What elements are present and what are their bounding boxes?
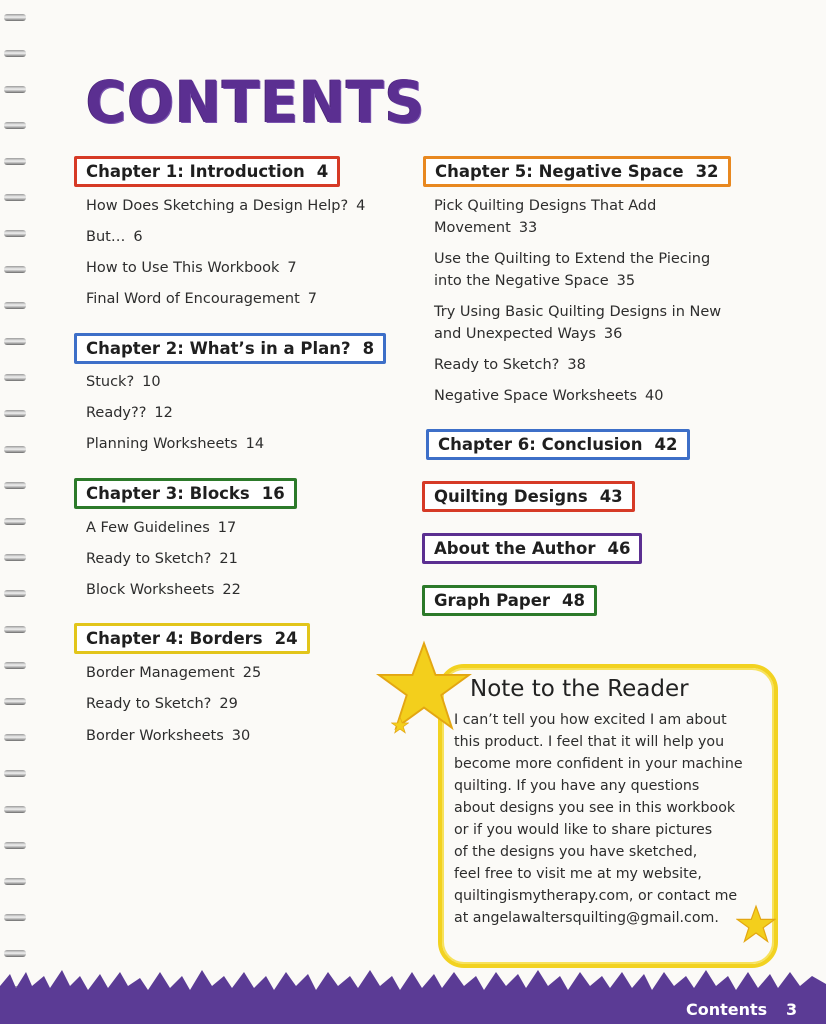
chapter-1-heading[interactable] bbox=[74, 156, 340, 187]
spiral-ring bbox=[4, 482, 26, 489]
quilting-designs-page: 43 bbox=[599, 487, 623, 506]
spiral-ring bbox=[4, 338, 26, 345]
toc-item-page: 40 bbox=[645, 388, 664, 404]
toc-item-page: 4 bbox=[356, 198, 366, 214]
toc-item-page: 12 bbox=[154, 405, 173, 421]
spiral-binding bbox=[0, 0, 30, 1024]
toc-item-label: Ready to Sketch? bbox=[86, 696, 212, 712]
chapter-2-page: 8 bbox=[362, 339, 375, 358]
toc-item-page: 35 bbox=[616, 273, 636, 289]
toc-item-label: into the Negative Space bbox=[434, 273, 609, 289]
about-author-heading[interactable] bbox=[422, 533, 642, 564]
spiral-ring bbox=[4, 50, 26, 57]
spiral-ring bbox=[4, 914, 26, 921]
toc-item-label: Stuck? bbox=[86, 374, 135, 390]
spiral-ring bbox=[4, 446, 26, 453]
footer-page-number: 3 bbox=[786, 1000, 798, 1019]
graph-paper-label: Graph Paper bbox=[434, 591, 551, 610]
toc-item[interactable] bbox=[86, 226, 143, 248]
chapter-3-heading[interactable] bbox=[74, 478, 297, 509]
spiral-ring bbox=[4, 698, 26, 705]
spiral-ring bbox=[4, 86, 26, 93]
note-line: about designs you see in this workbook bbox=[454, 800, 736, 816]
toc-item-label: Border Management bbox=[86, 665, 235, 681]
chapter-3-label: Chapter 3: Blocks bbox=[86, 484, 250, 503]
chapter-5-label: Chapter 5: Negative Space bbox=[435, 162, 684, 181]
toc-item-label: Pick Quilting Designs That Add bbox=[434, 198, 657, 214]
chapter-2-heading[interactable] bbox=[74, 333, 386, 364]
toc-item-label: Movement bbox=[434, 220, 511, 236]
toc-item-label: Ready?? bbox=[86, 405, 147, 421]
note-line: quiltingismytherapy.com, or contact me bbox=[454, 888, 738, 904]
toc-item[interactable] bbox=[86, 517, 236, 539]
chapter-4-label: Chapter 4: Borders bbox=[86, 629, 263, 648]
spiral-ring bbox=[4, 590, 26, 597]
toc-item-page: 25 bbox=[242, 665, 262, 681]
spiral-ring bbox=[4, 230, 26, 237]
toc-item[interactable] bbox=[434, 301, 721, 345]
toc-item[interactable] bbox=[86, 371, 161, 393]
spiral-ring bbox=[4, 158, 26, 165]
toc-item-label: Ready to Sketch? bbox=[434, 357, 560, 373]
toc-item-label: Ready to Sketch? bbox=[86, 551, 212, 567]
quilting-designs-heading[interactable] bbox=[422, 481, 635, 512]
toc-item[interactable] bbox=[86, 402, 173, 424]
toc-item-page: 17 bbox=[217, 520, 237, 536]
toc-item[interactable] bbox=[86, 725, 250, 747]
small-star-icon bbox=[391, 716, 409, 734]
spiral-ring bbox=[4, 842, 26, 849]
toc-item-page: 30 bbox=[231, 728, 251, 744]
note-line: feel free to visit me at my website, bbox=[454, 866, 702, 882]
spiral-ring bbox=[4, 626, 26, 633]
toc-item-page: 21 bbox=[219, 551, 238, 567]
toc-item-page: 6 bbox=[133, 229, 143, 245]
toc-item-label: How to Use This Workbook bbox=[86, 260, 280, 276]
note-line: this product. I feel that it will help you bbox=[454, 734, 725, 750]
chapter-6-page: 42 bbox=[654, 435, 678, 454]
chapter-5-page: 32 bbox=[695, 162, 719, 181]
spiral-ring bbox=[4, 806, 26, 813]
toc-item-label: Try Using Basic Quilting Designs in New bbox=[434, 304, 722, 320]
toc-item-page: 7 bbox=[307, 291, 318, 307]
spiral-ring bbox=[4, 194, 26, 201]
toc-item-label: How Does Sketching a Design Help? bbox=[86, 198, 349, 214]
note-line: or if you would like to share pictures bbox=[454, 822, 713, 838]
chapter-3-page: 16 bbox=[261, 484, 285, 503]
note-line: of the designs you have sketched, bbox=[454, 844, 698, 860]
spiral-ring bbox=[4, 410, 26, 417]
graph-paper-page: 48 bbox=[562, 591, 586, 610]
spiral-ring bbox=[4, 266, 26, 273]
spiral-ring bbox=[4, 122, 26, 129]
note-title: Note to the Reader bbox=[470, 676, 689, 702]
toc-item[interactable] bbox=[86, 433, 264, 455]
quilting-designs-label: Quilting Designs bbox=[434, 487, 588, 506]
toc-item[interactable] bbox=[86, 195, 365, 217]
toc-item-label: Block Worksheets bbox=[86, 582, 215, 598]
toc-item-label: Planning Worksheets bbox=[86, 436, 238, 452]
toc-item-page: 36 bbox=[603, 326, 623, 342]
spiral-ring bbox=[4, 662, 26, 669]
footer-section-label: Contents bbox=[686, 1000, 768, 1019]
toc-item-label: and Unexpected Ways bbox=[434, 326, 596, 342]
spiral-ring bbox=[4, 878, 26, 885]
toc-item-label: Final Word of Encouragement bbox=[86, 291, 300, 307]
toc-item-page: 33 bbox=[518, 220, 538, 236]
note-line: I can’t tell you how excited I am about bbox=[454, 712, 727, 728]
chapter-1-page: 4 bbox=[316, 162, 329, 181]
note-body bbox=[454, 709, 754, 929]
toc-item-label: Negative Space Worksheets bbox=[434, 388, 638, 404]
toc-item-label: A Few Guidelines bbox=[86, 520, 210, 536]
page-title: CONTENTS bbox=[86, 68, 426, 136]
spiral-ring bbox=[4, 734, 26, 741]
chapter-6-heading[interactable] bbox=[426, 429, 690, 460]
toc-item-page: 14 bbox=[245, 436, 265, 452]
toc-item-page: 22 bbox=[222, 582, 241, 598]
chapter-4-page: 24 bbox=[274, 629, 298, 648]
graph-paper-heading[interactable] bbox=[422, 585, 597, 616]
note-line: become more confident in your machine bbox=[454, 756, 743, 772]
chapter-5-heading[interactable] bbox=[423, 156, 731, 187]
toc-item-label: But… bbox=[86, 229, 126, 245]
toc-item-label: Border Worksheets bbox=[86, 728, 224, 744]
toc-item[interactable] bbox=[86, 693, 238, 715]
toc-item-page: 7 bbox=[287, 260, 297, 276]
spiral-ring bbox=[4, 14, 26, 21]
toc-item[interactable] bbox=[86, 548, 238, 570]
spiral-ring bbox=[4, 950, 26, 957]
toc-item-page: 38 bbox=[567, 357, 586, 373]
toc-item[interactable] bbox=[86, 662, 261, 684]
chapter-6-label: Chapter 6: Conclusion bbox=[438, 435, 643, 454]
toc-item-page: 10 bbox=[142, 374, 161, 390]
toc-item[interactable] bbox=[86, 288, 317, 310]
chapter-2-label: Chapter 2: What’s in a Plan? bbox=[86, 339, 351, 358]
spiral-ring bbox=[4, 302, 26, 309]
about-author-label: About the Author bbox=[434, 539, 596, 558]
note-line: quilting. If you have any questions bbox=[454, 778, 700, 794]
spiral-ring bbox=[4, 374, 26, 381]
about-author-page: 46 bbox=[607, 539, 631, 558]
toc-item[interactable] bbox=[86, 257, 297, 279]
chapter-1-label: Chapter 1: Introduction bbox=[86, 162, 305, 181]
spiral-ring bbox=[4, 554, 26, 561]
chapter-4-heading[interactable] bbox=[74, 623, 310, 654]
toc-item[interactable] bbox=[434, 354, 586, 376]
toc-item-page: 29 bbox=[219, 696, 238, 712]
toc-item[interactable] bbox=[434, 248, 710, 292]
toc-item[interactable] bbox=[86, 579, 241, 601]
note-line: at angelawaltersquilting@gmail.com. bbox=[454, 910, 719, 926]
toc-item-label: Use the Quilting to Extend the Piecing bbox=[434, 251, 711, 267]
toc-item[interactable] bbox=[434, 195, 656, 239]
spiral-ring bbox=[4, 770, 26, 777]
spiral-ring bbox=[4, 518, 26, 525]
toc-item[interactable] bbox=[434, 385, 663, 407]
